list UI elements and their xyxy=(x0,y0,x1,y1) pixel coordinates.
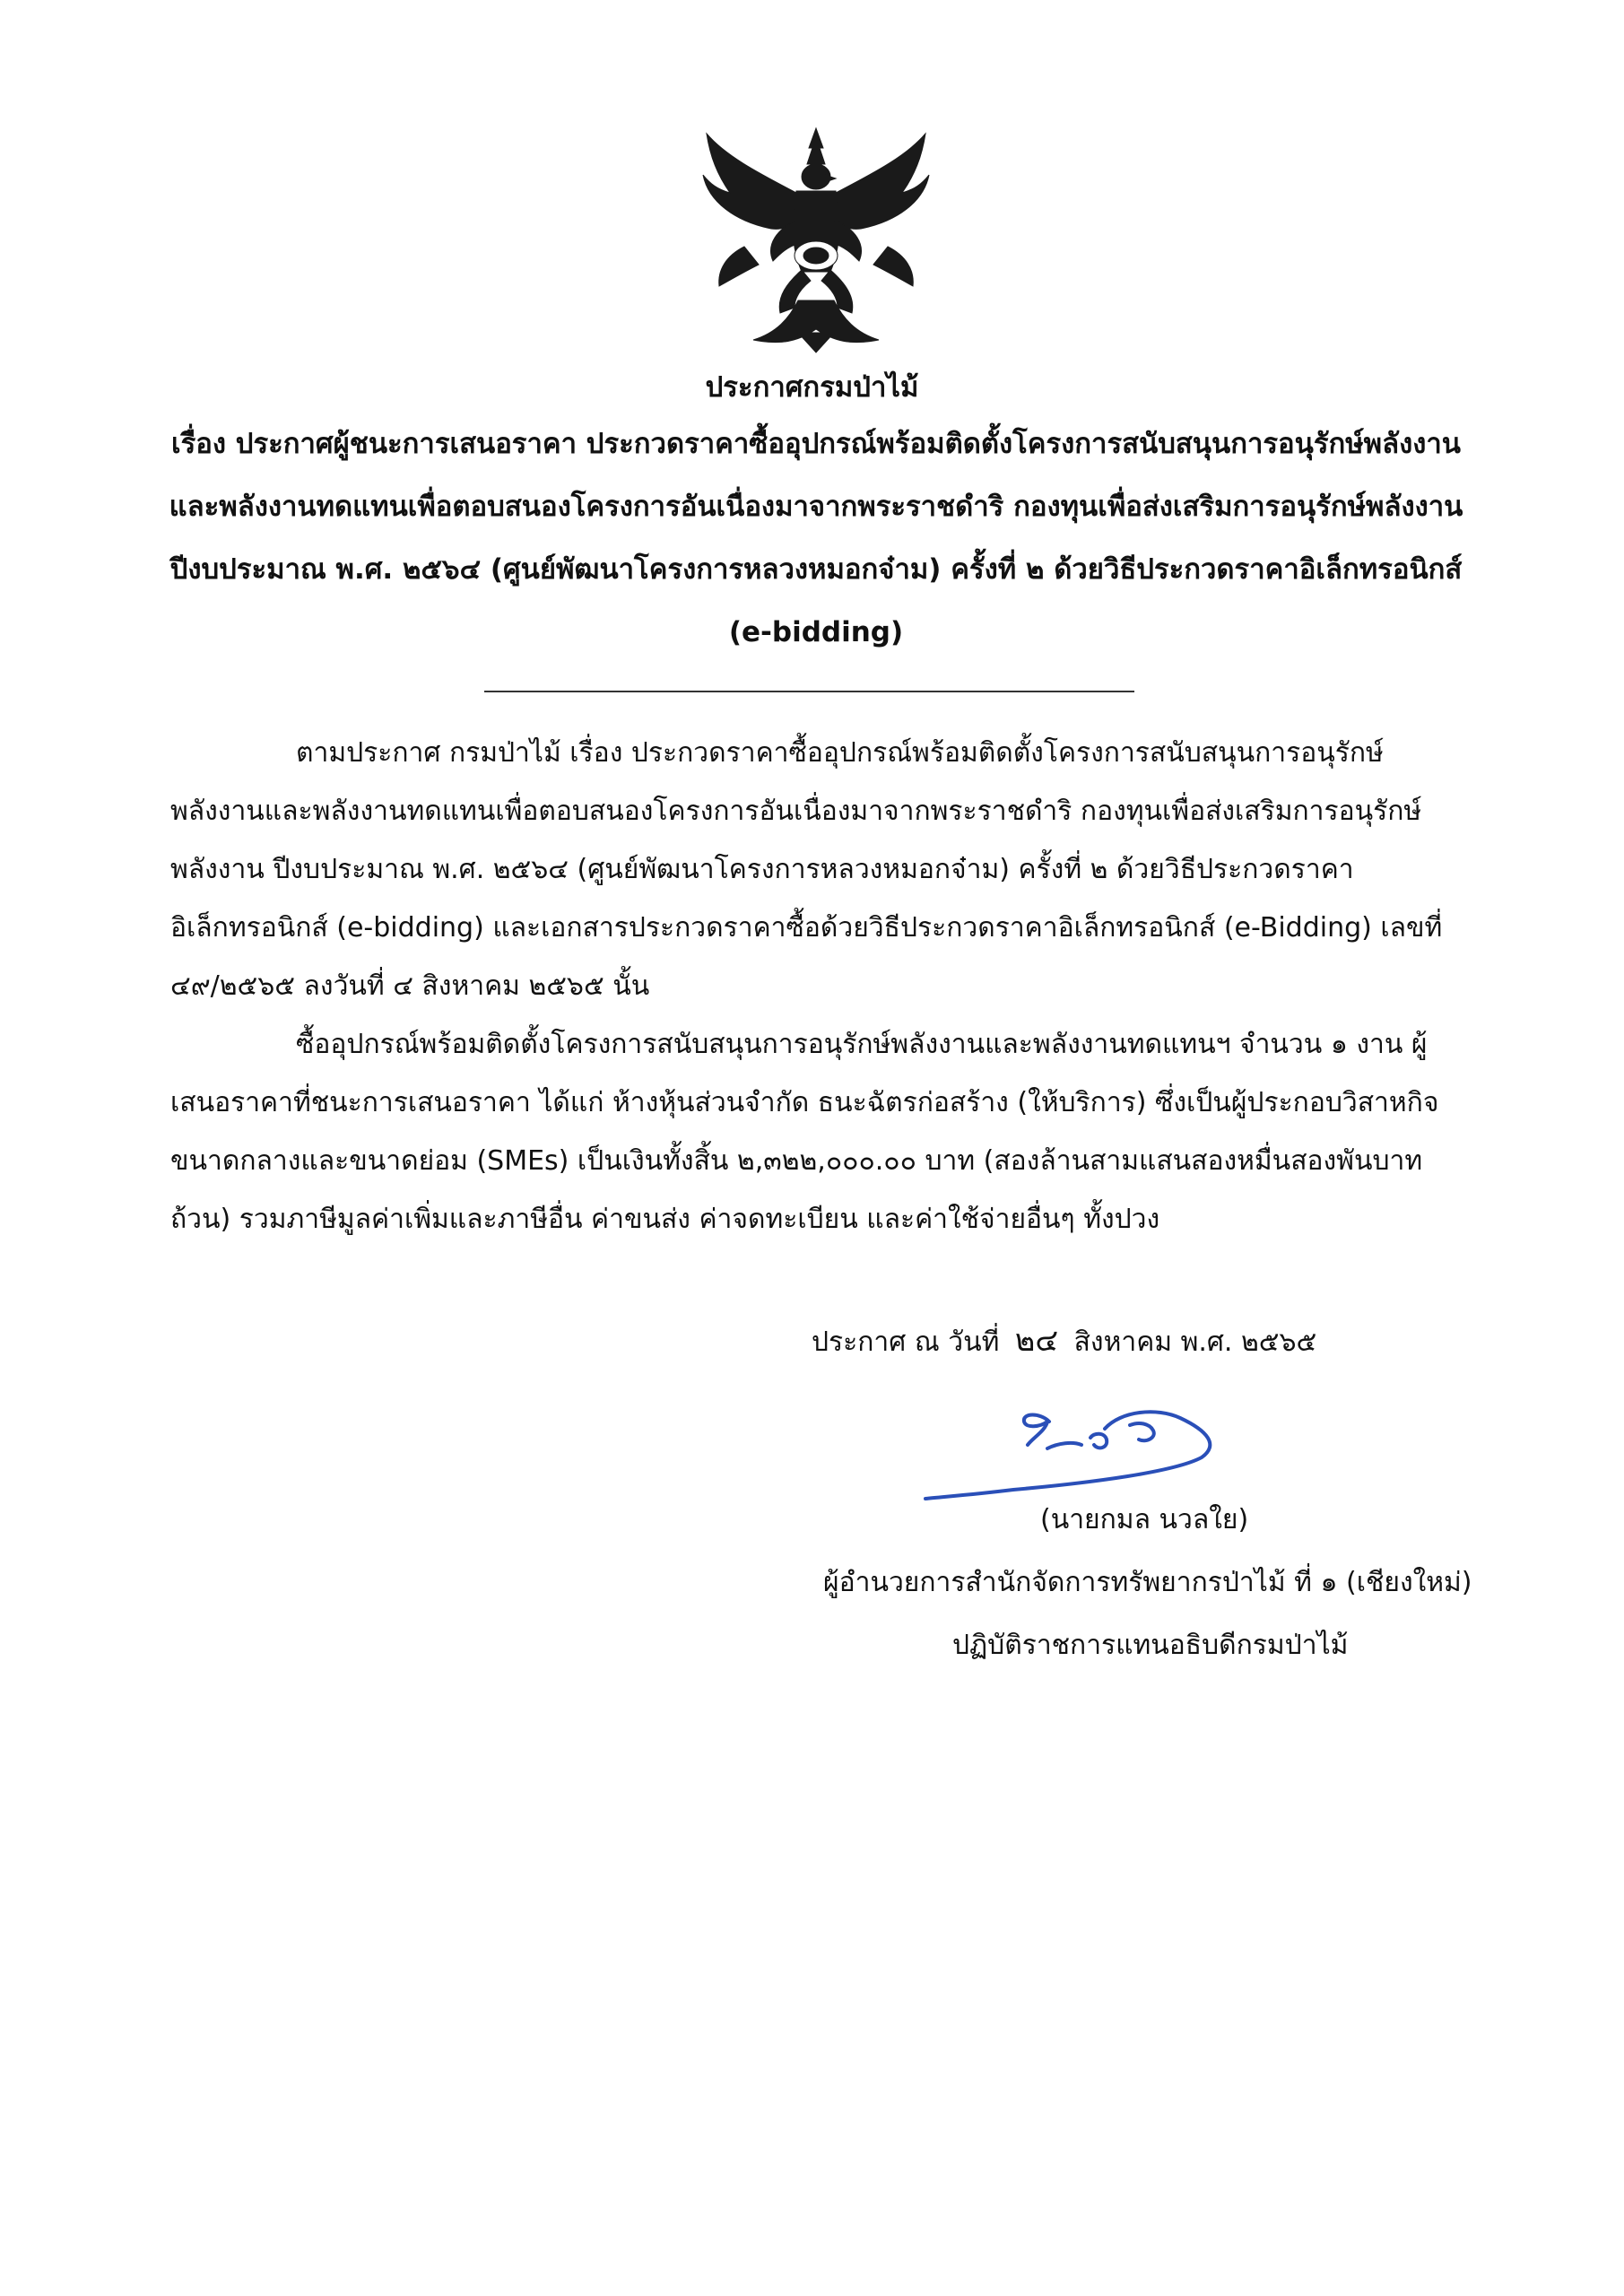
date-prefix: ประกาศ ณ วันที่ xyxy=(812,1326,1000,1358)
announcement-date xyxy=(812,1323,1316,1361)
handwritten-signature xyxy=(915,1386,1273,1511)
garuda-emblem xyxy=(690,121,942,354)
signatory-acting-for: ปฏิบัติราชการแทนอธิบดีกรมป่าไม้ xyxy=(952,1630,1349,1661)
paragraph-2-line-4: ถ้วน) รวมภาษีมูลค่าเพิ่มและภาษีอื่น ค่าขนส่ง ค่าจดทะเบียน และค่าใช้จ่ายอื่นๆ ทั้งปวง xyxy=(170,1204,1160,1235)
title-line-2: และพลังงานทดแทนเพื่อตอบสนองโครงการอันเนื่องมาจากพระราชดำริ กองทุนเพื่อส่งเสริมการอนุรักษ์พลังงาน xyxy=(169,491,1463,523)
title-line-4: (e-bidding) xyxy=(728,616,904,648)
date-month-year: สิงหาคม พ.ศ. ๒๕๖๕ xyxy=(1073,1326,1317,1358)
date-day: ๒๔ xyxy=(1014,1323,1059,1359)
paragraph-1-line-4: อิเล็กทรอนิกส์ (e-bidding) และเอกสารประกวดราคาซื้อด้วยวิธีประกวดราคาอิเล็กทรอนิกส์ (e-Bidding) เลขที่ xyxy=(170,912,1443,944)
paragraph-2-line-3: ขนาดกลางและขนาดย่อม (SMEs) เป็นเงินทั้งสิ้น ๒,๓๒๒,๐๐๐.๐๐ บาท (สองล้านสามแสนสองหมื่นสองพันบาท xyxy=(170,1145,1423,1177)
paragraph-1-line-2: พลังงานและพลังงานทดแทนเพื่อตอบสนองโครงการอันเนื่องมาจากพระราชดำริ กองทุนเพื่อส่งเสริมการอนุรักษ์ xyxy=(170,796,1422,827)
title-line-3: ปีงบประมาณ พ.ศ. ๒๕๖๔ (ศูนย์พัฒนาโครงการหลวงหมอกจ๋าม) ครั้งที่ ๒ ด้วยวิธีประกวดราคาอิเล็กทรอนิกส์ xyxy=(169,553,1463,586)
title-divider xyxy=(484,691,1134,692)
paragraph-2-line-1: ซื้ออุปกรณ์พร้อมติดตั้งโครงการสนับสนุนการอนุรักษ์พลังงานและพลังงานทดแทนฯ จำนวน ๑ งาน ผู้ xyxy=(296,1029,1428,1060)
title-line-1: เรื่อง ประกาศผู้ชนะการเสนอราคา ประกวดราคาซื้ออุปกรณ์พร้อมติดตั้งโครงการสนับสนุนการอนุรักษ์พลังงาน xyxy=(170,428,1461,460)
agency-heading: ประกาศกรมป่าไม้ xyxy=(705,371,919,404)
paragraph-1-line-5: ๔๙/๒๕๖๕ ลงวันที่ ๔ สิงหาคม ๒๕๖๕ นั้น xyxy=(170,970,650,1002)
paragraph-1-line-3: พลังงาน ปีงบประมาณ พ.ศ. ๒๕๖๔ (ศูนย์พัฒนาโครงการหลวงหมอกจ๋าม) ครั้งที่ ๒ ด้วยวิธีประกวดราคา xyxy=(170,854,1354,885)
signatory-name: (นายกมล นวลใย) xyxy=(1040,1504,1249,1535)
paragraph-2-line-2: เสนอราคาที่ชนะการเสนอราคา ได้แก่ ห้างหุ้นส่วนจำกัด ธนะฉัตรก่อสร้าง (ให้บริการ) ซึ่งเป็นผู้ประกอบวิสาหกิจ xyxy=(170,1087,1439,1118)
paragraph-1-line-1: ตามประกาศ กรมป่าไม้ เรื่อง ประกวดราคาซื้ออุปกรณ์พร้อมติดตั้งโครงการสนับสนุนการอนุรักษ์ xyxy=(296,737,1384,769)
signatory-position: ผู้อำนวยการสำนักจัดการทรัพยากรป่าไม้ ที่ ๑ (เชียงใหม่) xyxy=(823,1567,1472,1598)
